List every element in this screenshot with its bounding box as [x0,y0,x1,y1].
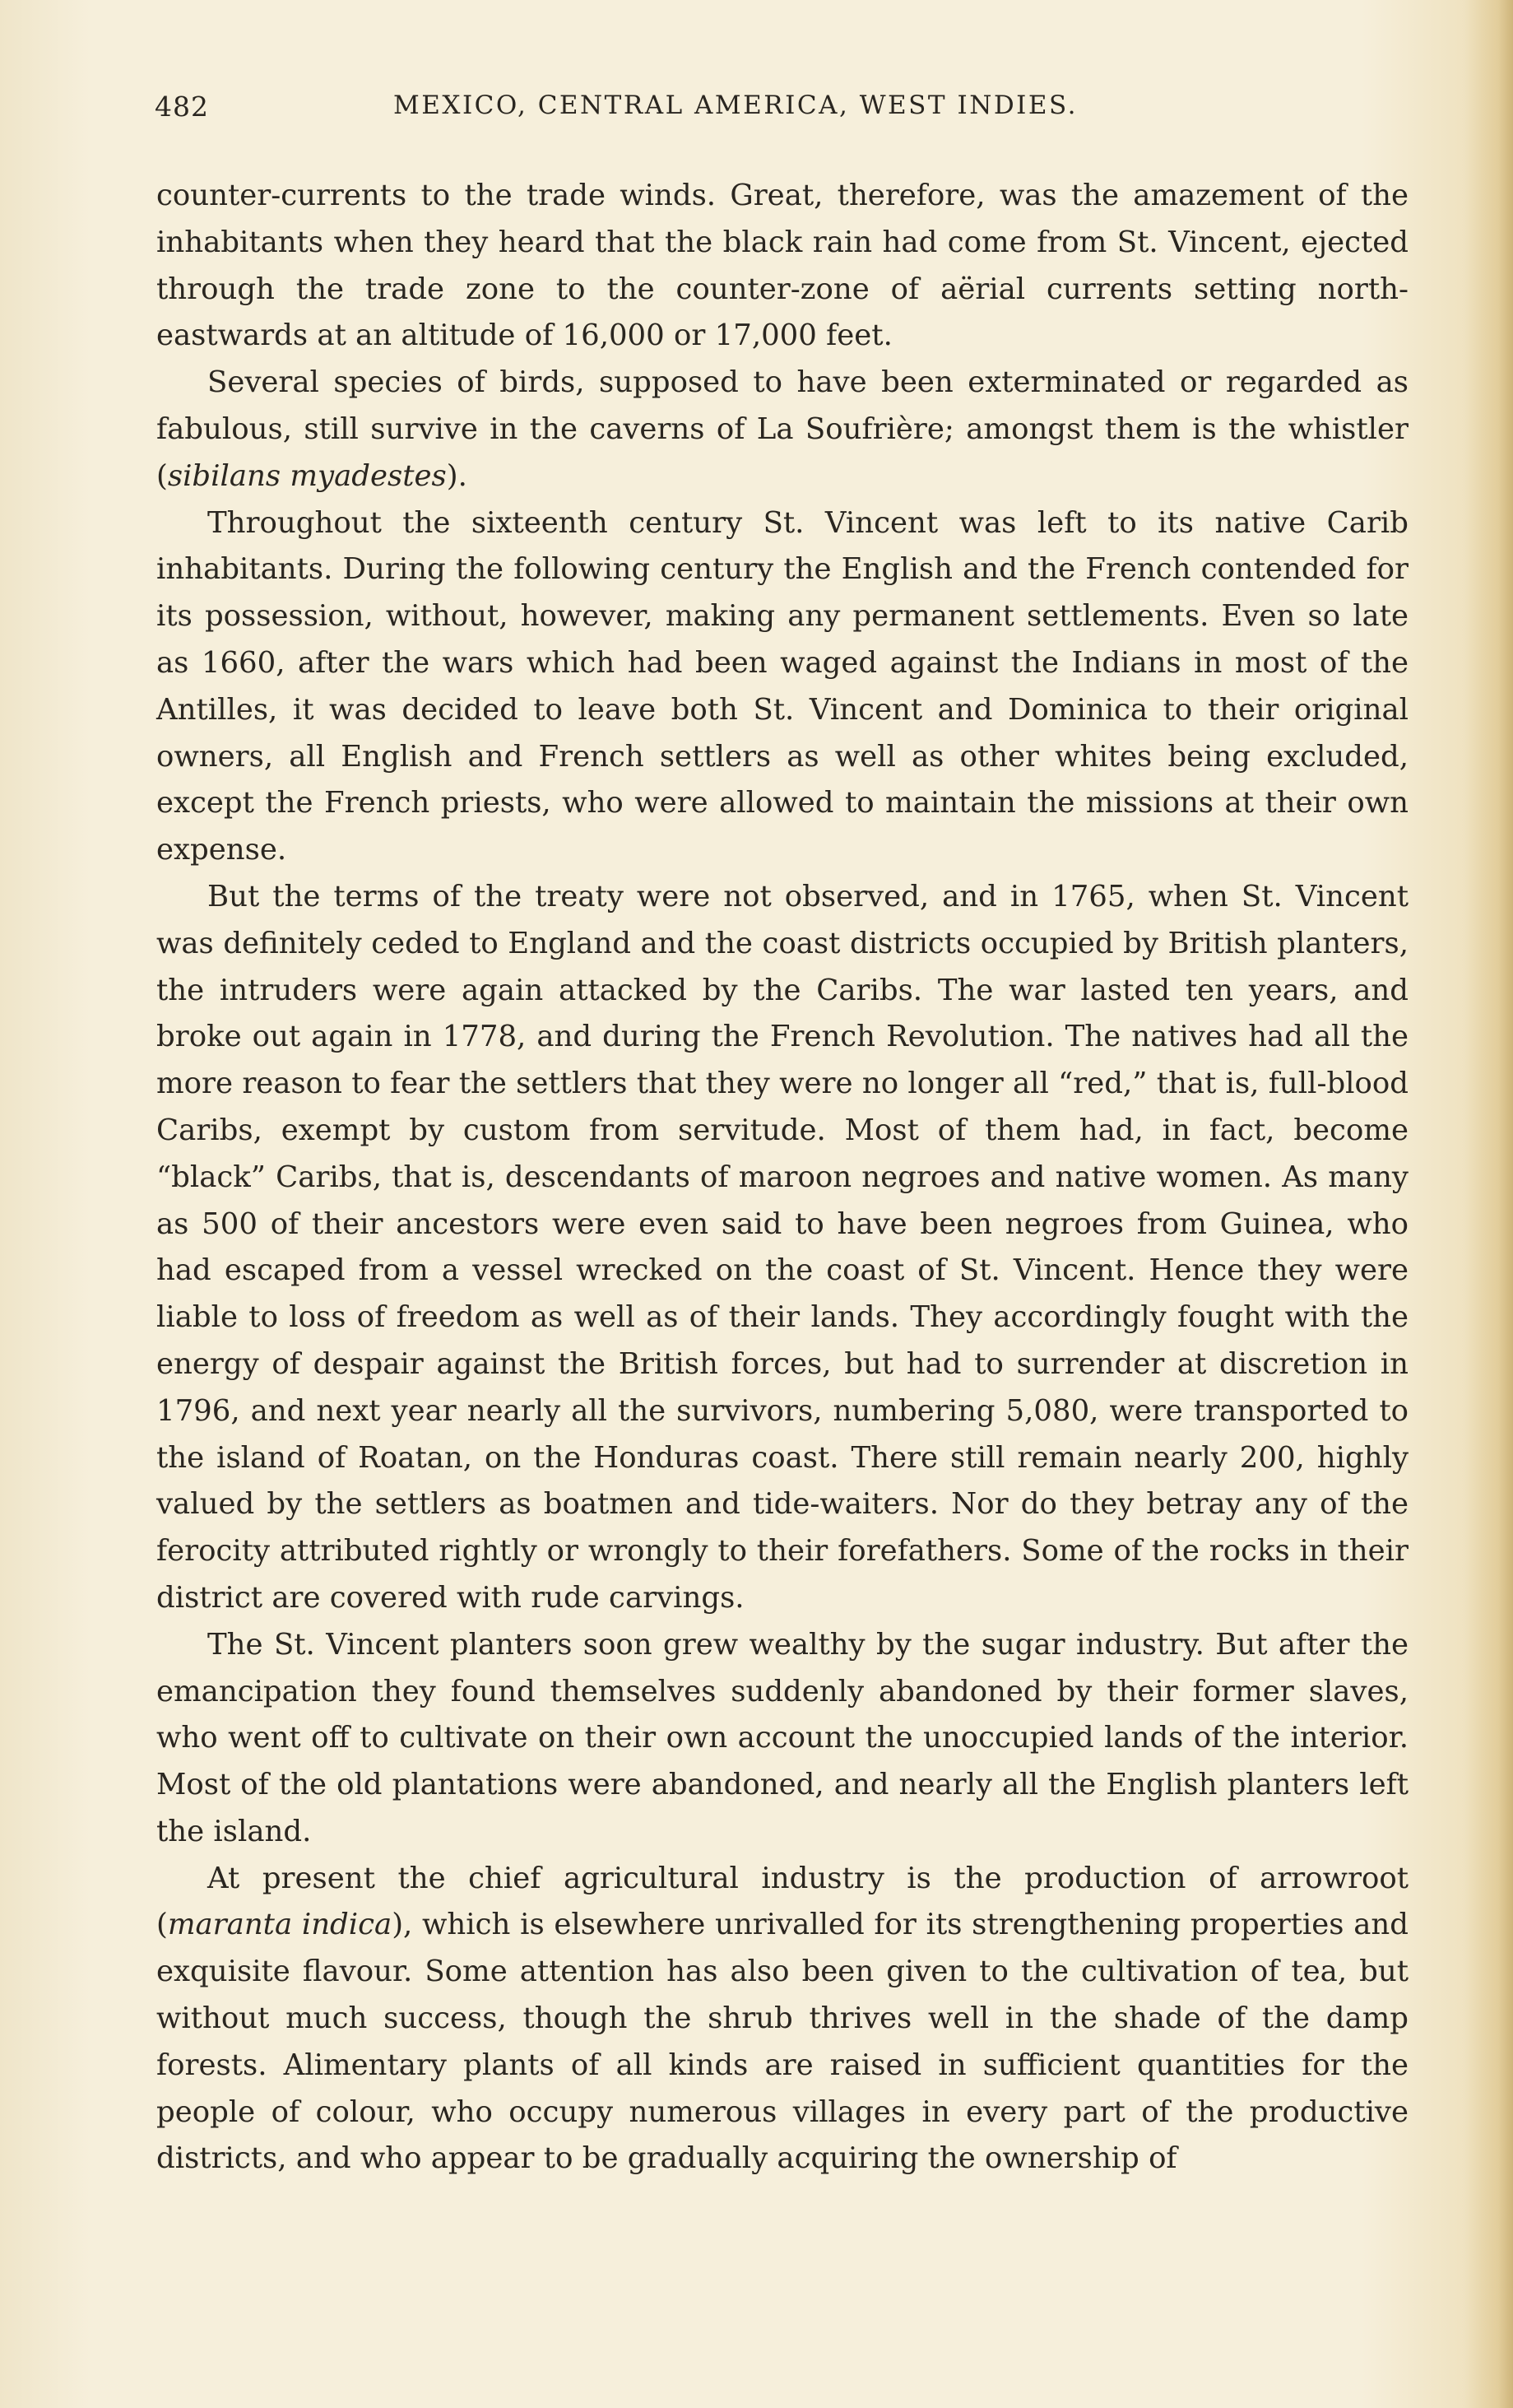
body-text [156,173,1409,2183]
paragraph-6-text: At present the chief agricultural industry is the production of arrowroot ( [156,1861,1409,1942]
paragraph-2-end: ). [446,458,467,493]
species-name-arrowroot: maranta indica [167,1908,392,1942]
paragraph-4: But the terms of the treaty were not observed, and in 1765, when St. Vincent was definitely ceded to England and the coast districts occupied by British planters, the intruders were again attacked by the Caribs. The war lasted ten years, and broke out again in 1778, and during the French Revolution. The natives had all the more reason to fear the settlers that they were no longer all “red,” that is, full-blood Caribs, exempt by custom from servitude. Most of them had, in fact, become “black” Caribs, that is, descendants of maroon negroes and native women. As many as 500 of their ancestors were even said to have been negroes from Guinea, who had escaped from a vessel wrecked on the coast of St. Vincent. Hence they were liable to loss of freedom as well as of their lands. They accordingly fought with the energy of despair against the British forces, but had to surrender at discretion in 1796, and next year nearly all the survivors, numbering 5,080, were transported to the island of Roatan, on the Honduras coast. There still remain nearly 200, highly valued by the settlers as boatmen and tide-waiters. Nor do they betray any of the ferocity attributed rightly or wrongly to their forefathers. Some of the rocks in their district are covered with rude carvings. [156,879,1409,1615]
paragraph-3: Throughout the sixteenth century St. Vincent was left to its native Carib inhabitants. During the following century the English and the French contended for its possession, without, however, making any permanent settlements. Even so late as 1660, after the wars which had been waged against the Indians in most of the Antilles, it was decided to leave both St. Vincent and Dominica to their original owners, all English and French settlers as well as other whites being excluded, except the French priests, who were allowed to maintain the missions at their own expense. [156,505,1409,867]
page-number: 482 [155,91,209,123]
paragraph-1: counter-currents to the trade winds. Great, therefore, was the amazement of the inhabitants when they heard that the black rain had come from St. Vincent, ejected through the trade zone to the counter-zone of aërial currents setting north-eastwards at an altitude of 16,000 or 17,000 feet. [156,179,1409,353]
running-title: MEXICO, CENTRAL AMERICA, WEST INDIES. [393,91,1079,120]
page-header [155,91,1409,140]
species-name-whistler: sibilans myadestes [167,458,447,493]
paragraph-6-end: ), which is elsewhere unrivalled for its strengthening properties and exquisite flavour. Some attention has also been given to the cultivation of tea, but without much success, though the shrub thrives well in the shade of the damp forests. Alimentary plants of all kinds are raised in sufficient quantities for the people of colour, who occupy numerous villages in every part of the productive districts, and who appear to be gradually acquiring the ownership of [156,1908,1409,2176]
page-edge-shadow [1464,0,1513,2408]
paragraph-6 [156,1856,1409,2183]
paragraph-5: The St. Vincent planters soon grew wealthy by the sugar industry. But after the emancipation they found themselves suddenly abandoned by their former slaves, who went off to cultivate on their own account the unoccupied lands of the interior. Most of the old plantations were abandoned, and nearly all the English planters left the island. [156,1627,1409,1848]
paragraph-2 [156,360,1409,500]
paragraph-2-text: Several species of birds, supposed to have been exterminated or regarded as fabulous, still survive in the caverns of La Soufrière; amongst them is the whistler ( [156,365,1409,493]
